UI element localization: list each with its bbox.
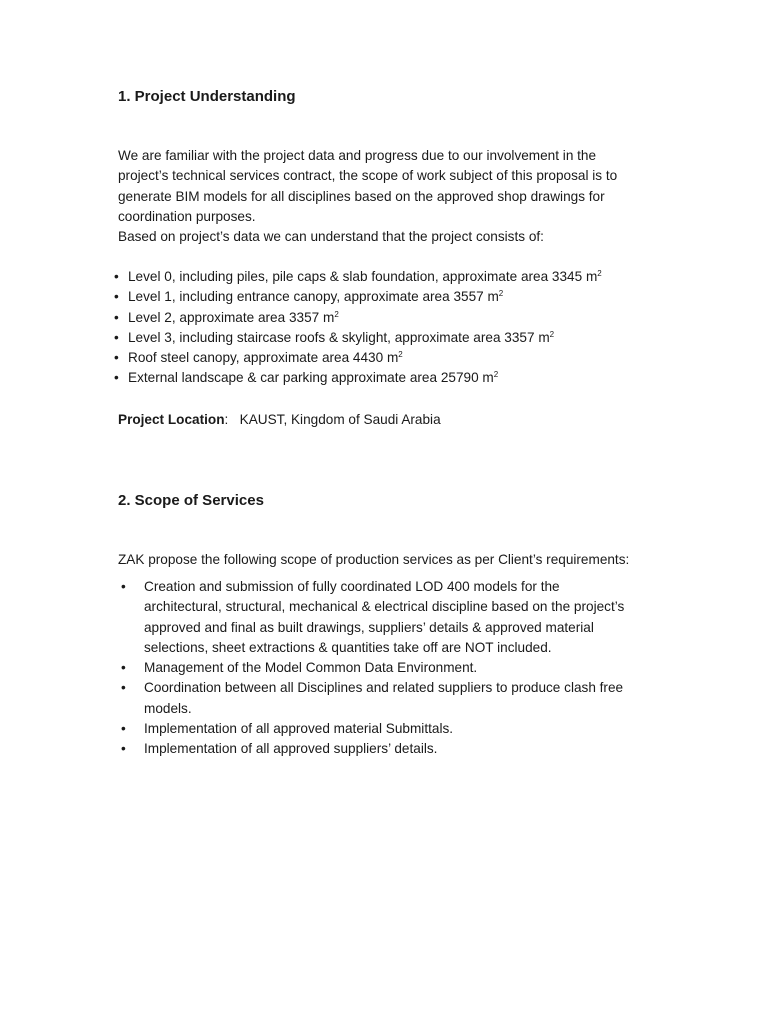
level-text: Level 0, including piles, pile caps & slab foundation, approximate area 3345 [128,269,583,284]
area-unit-exponent: 2 [549,329,555,339]
intro-line: Based on project’s data we can understand that the project consists of: [118,229,544,245]
project-location-colon: : [224,412,229,427]
scope-line: selections, sheet extractions & quantities take off are NOT included. [144,639,552,655]
project-intro-paragraph [118,146,658,247]
area-unit-exponent: 2 [493,370,499,380]
bullet-icon: • [114,329,119,345]
area-unit: m [487,289,499,305]
bullet-icon: • [121,579,126,594]
level-text: Level 1, including entrance canopy, approximate area 3557 [128,289,484,305]
bullet-icon: • [121,680,126,696]
area-unit-exponent: 2 [498,289,504,299]
scope-line: Coordination between all Disciplines and related suppliers to produce clash free [144,680,624,696]
list-item [114,368,602,388]
bullet-icon: • [114,350,119,366]
scope-line: Implementation of all approved material Submittals. [144,721,454,737]
list-item [118,678,648,719]
bullet-icon: • [114,269,119,284]
list-item [118,719,648,739]
list-item [118,739,648,759]
list-item [114,348,602,368]
scope-services-list [118,577,648,760]
scope-line: architectural, structural, mechanical & electrical discipline based on the project’s [144,599,625,615]
bullet-icon: • [114,370,119,386]
project-location-value: KAUST, Kingdom of Saudi Arabia [239,412,441,427]
list-item [118,577,648,658]
list-item [114,287,602,307]
bullet-icon: • [121,660,126,676]
bullet-icon: • [121,741,126,757]
intro-line: project’s technical services contract, the scope of work subject of this proposal is to [118,168,618,184]
intro-line: We are familiar with the project data and progress due to our involvement in the [118,148,597,163]
area-unit: m [386,350,399,366]
level-text: Level 2, approximate area 3357 [128,309,320,325]
scope-line: approved and final as built drawings, suppliers’ details & approved material [144,619,594,635]
area-unit: m [482,370,494,386]
list-item [114,328,602,348]
scope-line: Creation and submission of fully coordinated LOD 400 models for the [144,579,560,594]
area-unit: m [322,309,335,325]
scope-line: Implementation of all approved suppliers’ details. [144,741,438,757]
bullet-icon: • [121,721,126,737]
scope-line: models. [144,700,192,716]
area-unit: m [538,329,550,345]
section-heading-scope-of-services: 2. Scope of Services [118,492,264,509]
area-unit-exponent: 2 [398,350,403,360]
project-location [118,410,658,430]
intro-line: coordination purposes. [118,208,256,224]
bullet-icon: • [114,309,119,325]
area-unit: m [585,269,598,284]
area-unit-exponent: 2 [334,309,339,319]
level-text: Level 3, including staircase roofs & skylight, approximate area 3357 [128,329,535,345]
scope-intro-paragraph: ZAK propose the following scope of production services as per Client’s requirements: [118,552,630,567]
list-item [114,308,602,328]
section-heading-project-understanding: 1. Project Understanding [118,88,296,105]
list-item [114,267,602,287]
bullet-icon: • [114,289,119,305]
project-levels-list [114,267,602,389]
list-item [118,658,648,678]
intro-line: generate BIM models for all disciplines based on the approved shop drawings for [118,188,605,204]
scope-line: Management of the Model Common Data Environment. [144,660,478,676]
area-unit-exponent: 2 [597,269,602,278]
level-text: Roof steel canopy, approximate area 4430 [128,350,384,366]
level-text: External landscape & car parking approximate area 25790 [128,370,479,386]
project-location-label: Project Location [118,412,225,427]
